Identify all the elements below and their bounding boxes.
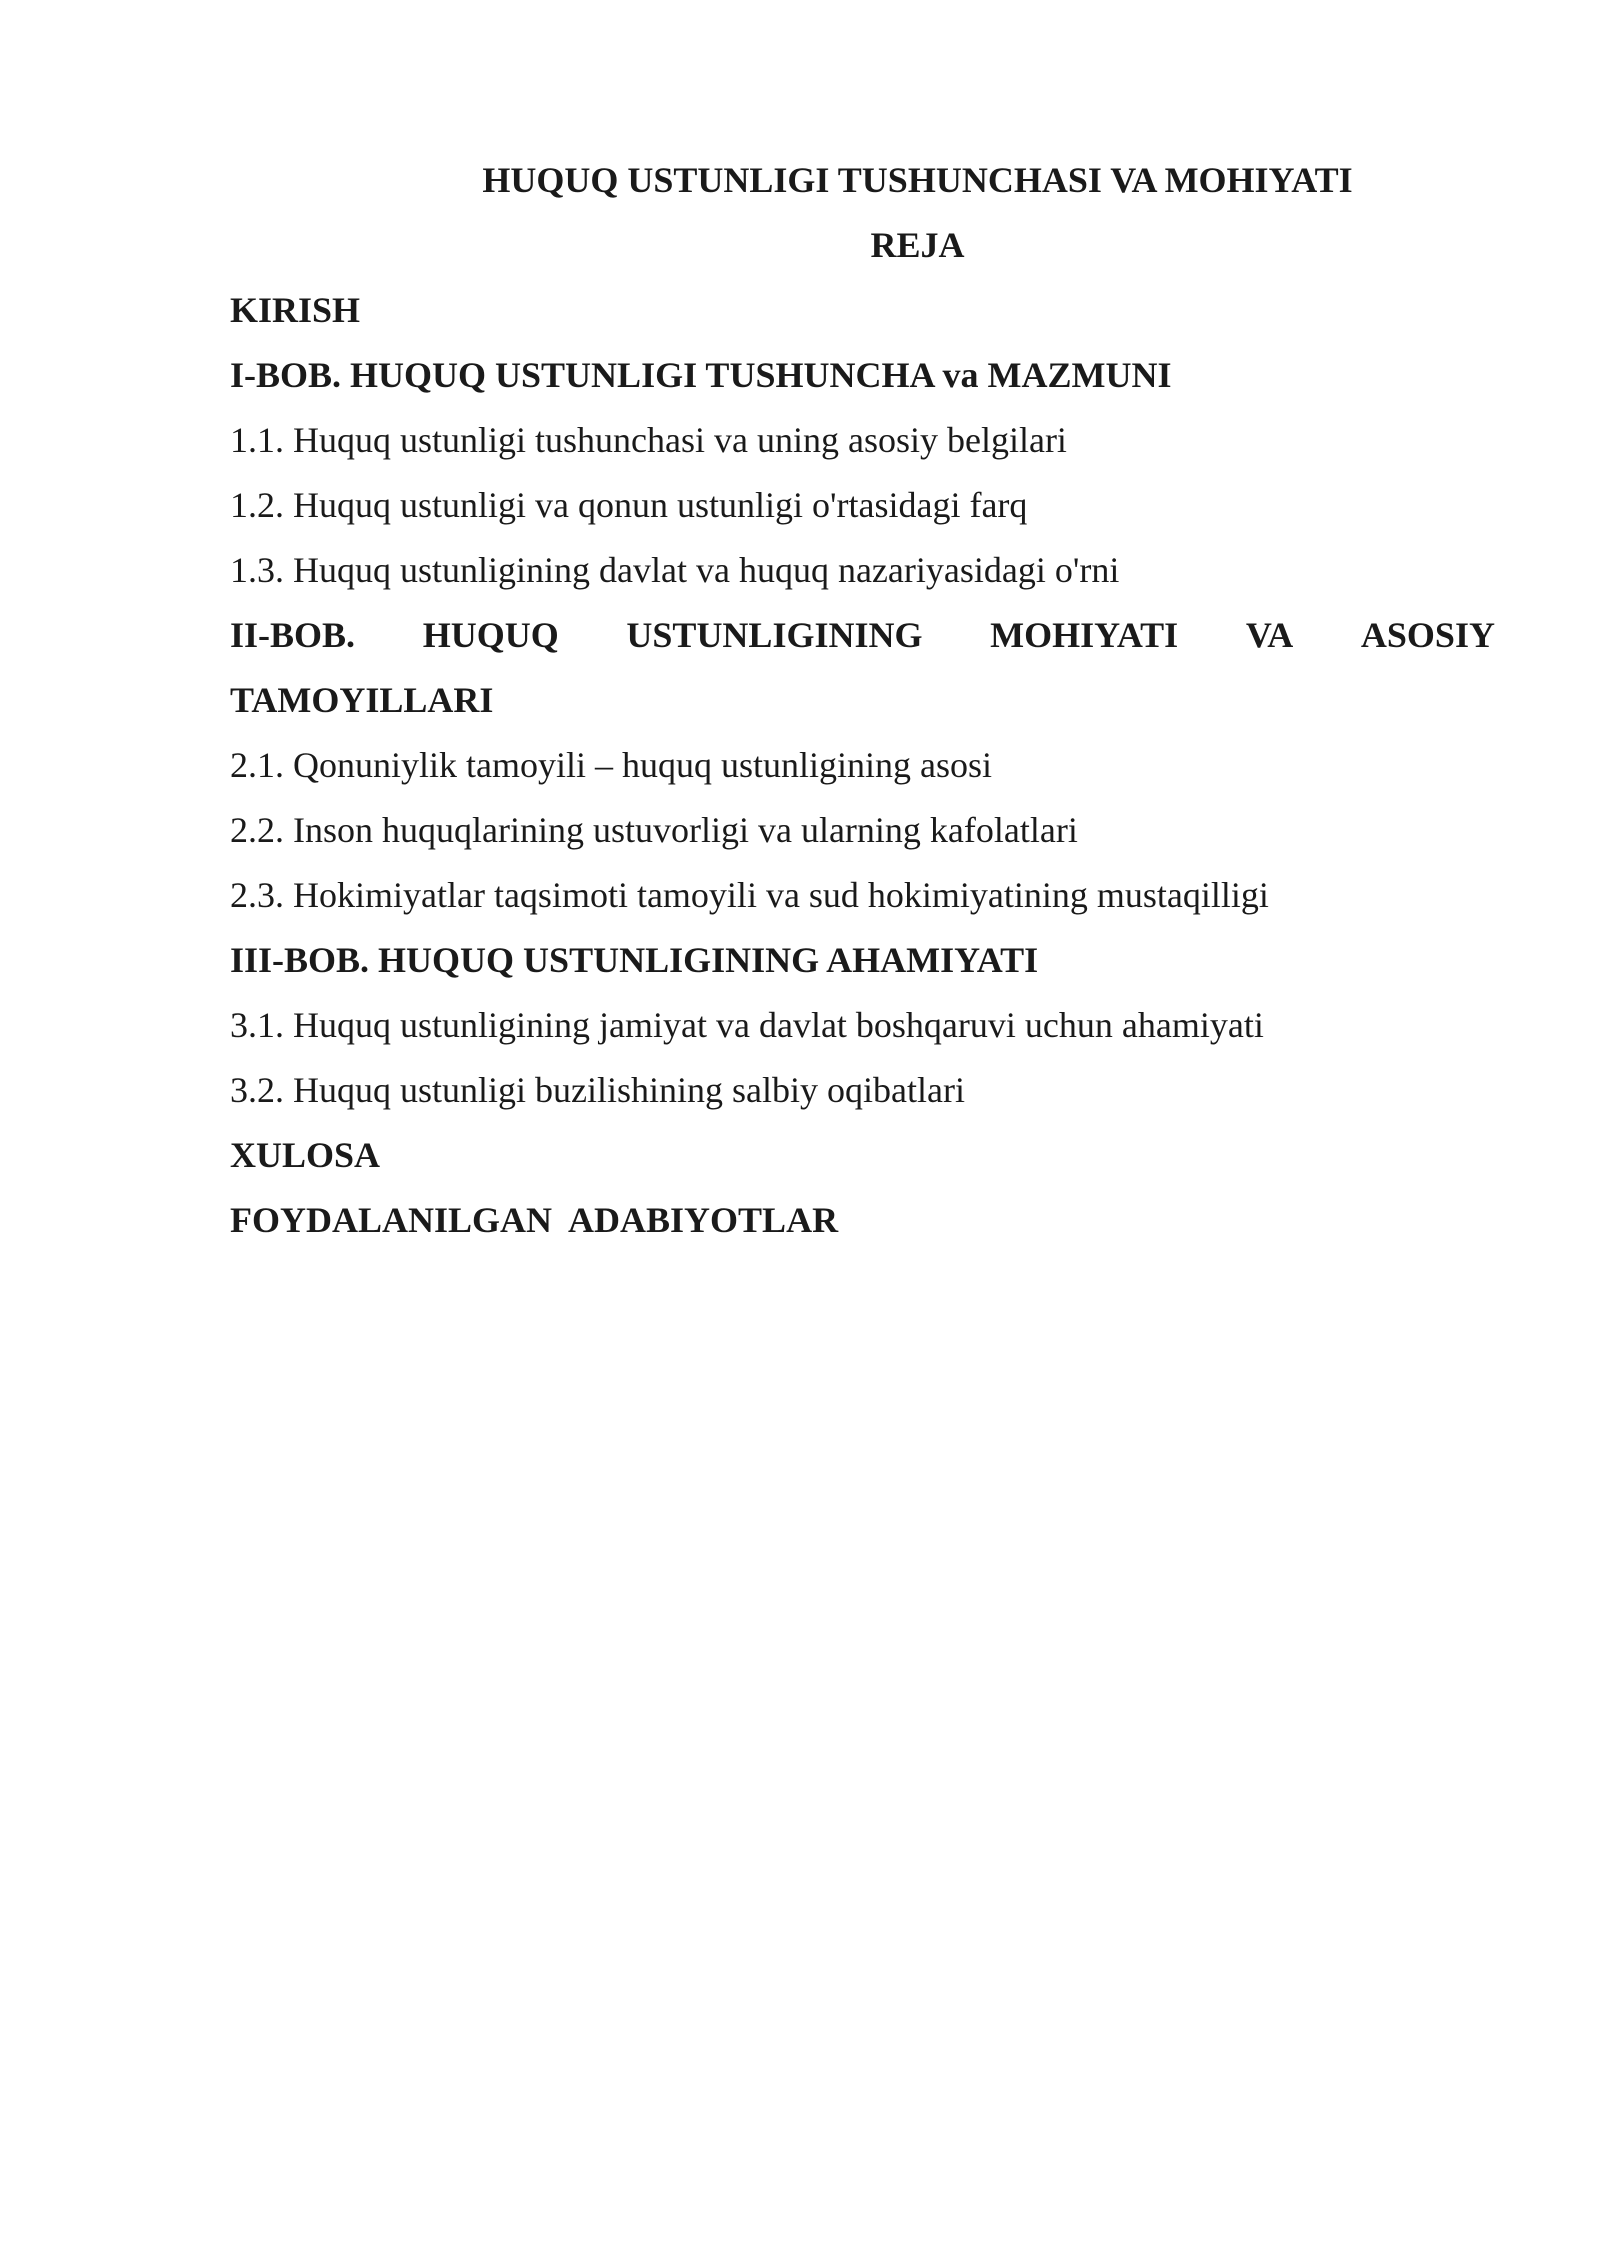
toc-item-2-3: 2.3. Hokimiyatlar taqsimoti tamoyili va sud hokimiyatining mustaqilligi (230, 875, 1269, 915)
chapter3-heading: III-BOB. HUQUQ USTUNLIGINING AHAMIYATI (230, 940, 1039, 980)
chapter2-heading-word: ASOSIY (1360, 615, 1495, 655)
chapter1-heading: I-BOB. HUQUQ USTUNLIGI TUSHUNCHA va MAZMUNI (230, 355, 1172, 395)
toc-item-2-2: 2.2. Inson huquqlarining ustuvorligi va ularning kafolatlari (230, 810, 1078, 850)
document-content (230, 148, 1495, 1253)
chapter2-heading-continuation: TAMOYILLARI (230, 680, 494, 720)
toc-item-2-1: 2.1. Qonuniylik tamoyili – huquq ustunligining asosi (230, 745, 993, 785)
chapter2-heading-word: HUQUQ (422, 615, 559, 655)
chapter2-heading (230, 603, 1495, 668)
toc-item-1-2: 1.2. Huquq ustunligi va qonun ustunligi o'rtasidagi farq (230, 485, 1028, 525)
toc-item-3-2: 3.2. Huquq ustunligi buzilishining salbiy oqibatlari (230, 1070, 965, 1110)
toc-item-1-3: 1.3. Huquq ustunligining davlat va huquq nazariyasidagi o'rni (230, 550, 1120, 590)
toc-item-3-1: 3.1. Huquq ustunligining jamiyat va davlat boshqaruvi uchun ahamiyati (230, 1005, 1264, 1045)
toc-references: FOYDALANILGAN ADABIYOTLAR (230, 1200, 839, 1240)
chapter2-heading-word: VA (1245, 615, 1294, 655)
chapter2-heading-word: USTUNLIGINING (626, 615, 923, 655)
chapter2-heading-word: II-BOB. (230, 615, 356, 655)
toc-intro: KIRISH (230, 290, 361, 330)
document-title: HUQUQ USTUNLIGI TUSHUNCHASI VA MOHIYATI (482, 160, 1353, 200)
chapter2-heading-word: MOHIYATI (990, 615, 1179, 655)
toc-conclusion: XULOSA (230, 1135, 381, 1175)
plan-heading: REJA (870, 225, 965, 265)
toc-item-1-1: 1.1. Huquq ustunligi tushunchasi va uning asosiy belgilari (230, 420, 1067, 460)
